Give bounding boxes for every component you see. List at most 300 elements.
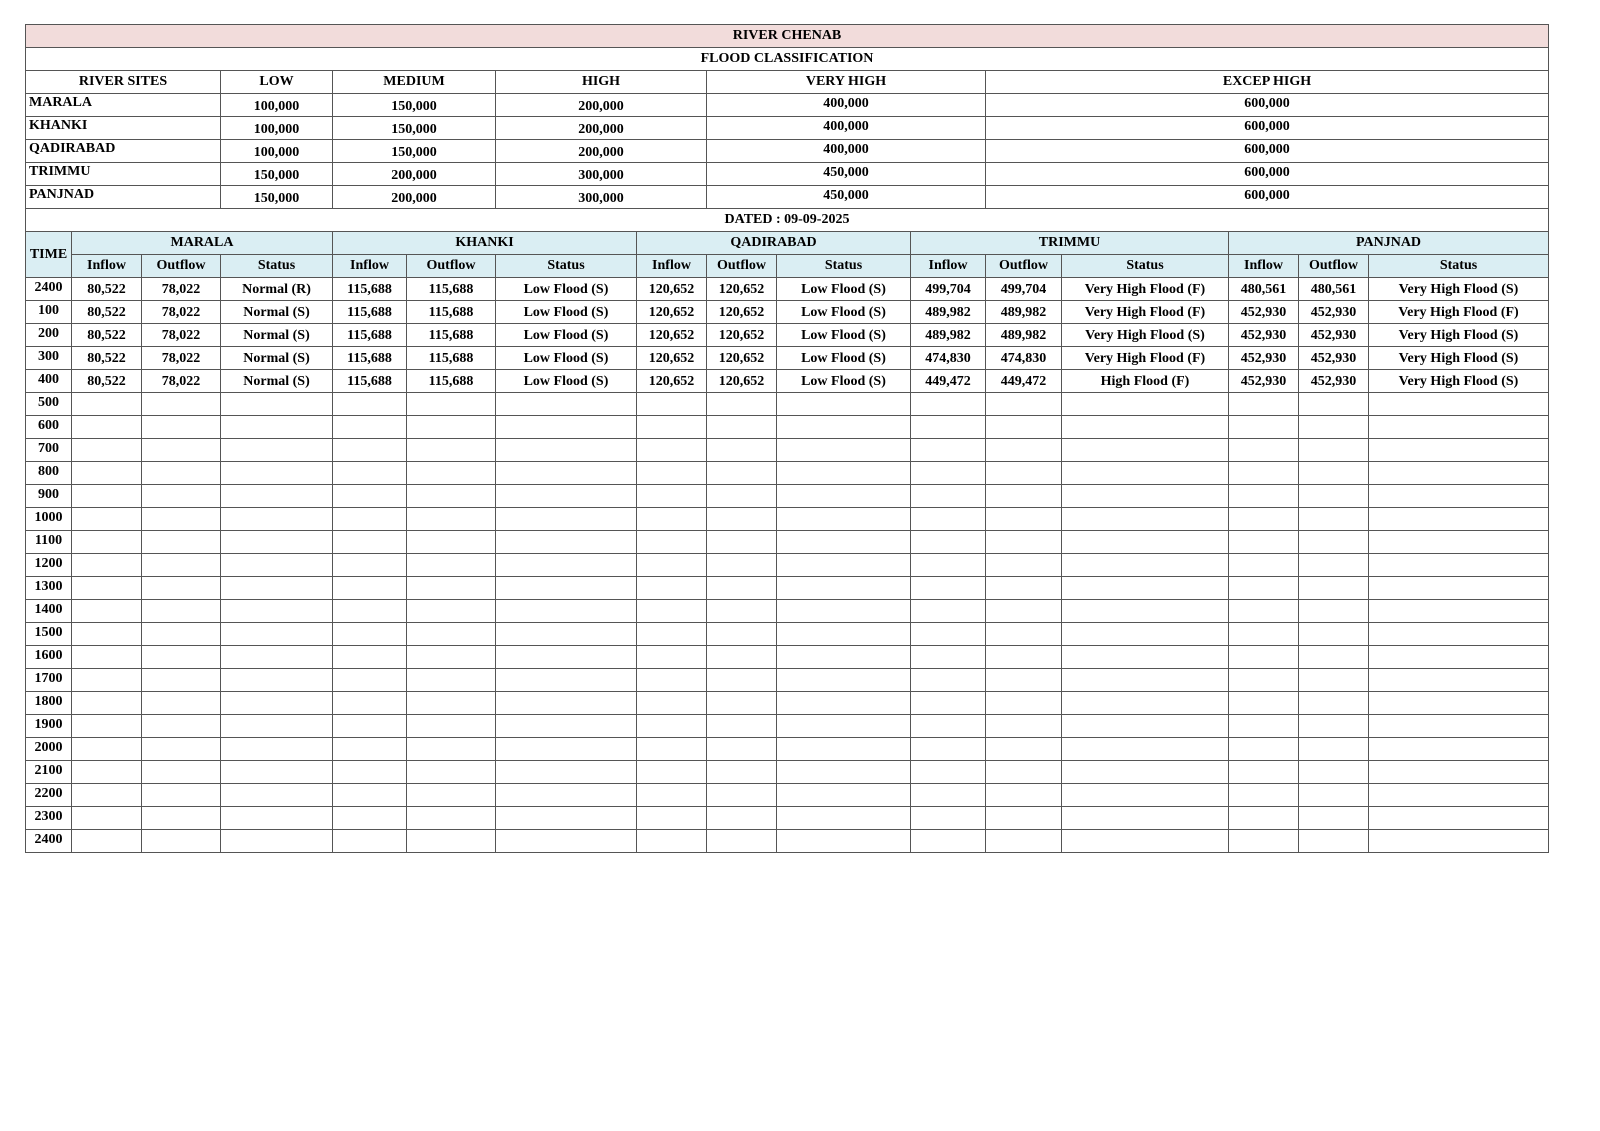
- threshold-value: 600,000: [986, 140, 1549, 163]
- data-cell: [1229, 462, 1299, 485]
- data-cell: [986, 577, 1062, 600]
- data-cell: [333, 416, 407, 439]
- data-cell: [1062, 807, 1229, 830]
- threshold-value: 600,000: [986, 163, 1549, 186]
- data-cell: [986, 669, 1062, 692]
- data-cell: [986, 807, 1062, 830]
- time-cell: 1600: [26, 646, 72, 669]
- data-cell: [911, 669, 986, 692]
- data-cell: Normal (R): [221, 278, 333, 301]
- table-row: [26, 600, 1549, 623]
- data-cell: 474,830: [986, 347, 1062, 370]
- data-cell: Low Flood (S): [496, 278, 637, 301]
- data-cell: [1229, 623, 1299, 646]
- data-cell: [637, 439, 707, 462]
- data-cell: [496, 508, 637, 531]
- data-cell: [777, 462, 911, 485]
- data-cell: [1369, 715, 1549, 738]
- data-cell: [637, 761, 707, 784]
- data-cell: [496, 600, 637, 623]
- data-cell: 115,688: [333, 370, 407, 393]
- data-cell: [333, 393, 407, 416]
- data-cell: [407, 508, 496, 531]
- data-cell: [1369, 738, 1549, 761]
- data-cell: [142, 508, 221, 531]
- data-cell: 115,688: [407, 278, 496, 301]
- data-cell: [221, 646, 333, 669]
- data-cell: 120,652: [707, 347, 777, 370]
- data-cell: 489,982: [911, 324, 986, 347]
- data-cell: [72, 623, 142, 646]
- data-cell: [911, 715, 986, 738]
- data-cell: [1229, 715, 1299, 738]
- data-cell: [221, 623, 333, 646]
- data-cell: [707, 508, 777, 531]
- data-cell: High Flood (F): [1062, 370, 1229, 393]
- threshold-value: 600,000: [986, 117, 1549, 140]
- site-name: PANJNAD: [26, 186, 221, 209]
- data-cell: [407, 738, 496, 761]
- data-cell: [221, 554, 333, 577]
- data-cell: [1369, 439, 1549, 462]
- data-cell: [221, 715, 333, 738]
- data-cell: [333, 623, 407, 646]
- data-cell: [72, 554, 142, 577]
- table-row: [26, 416, 1549, 439]
- data-cell: 449,472: [911, 370, 986, 393]
- data-cell: [221, 508, 333, 531]
- data-cell: [221, 393, 333, 416]
- data-cell: [407, 577, 496, 600]
- time-cell: 2400: [26, 830, 72, 853]
- data-cell: [333, 462, 407, 485]
- data-cell: [72, 738, 142, 761]
- site-header: MARALA: [72, 232, 333, 255]
- data-cell: [496, 554, 637, 577]
- subheader: Inflow: [637, 255, 707, 278]
- data-cell: [333, 784, 407, 807]
- data-cell: 452,930: [1229, 347, 1299, 370]
- data-cell: 115,688: [333, 324, 407, 347]
- data-cell: [333, 646, 407, 669]
- data-cell: [707, 646, 777, 669]
- data-cell: [911, 462, 986, 485]
- data-cell: [72, 692, 142, 715]
- threshold-value: 100,000: [221, 117, 333, 140]
- data-cell: [637, 830, 707, 853]
- data-cell: [1229, 646, 1299, 669]
- data-cell: [1299, 761, 1369, 784]
- time-cell: 1000: [26, 508, 72, 531]
- time-cell: 1400: [26, 600, 72, 623]
- data-cell: [986, 485, 1062, 508]
- data-cell: [407, 646, 496, 669]
- threshold-value: 450,000: [707, 186, 986, 209]
- data-cell: Low Flood (S): [777, 324, 911, 347]
- data-cell: [986, 600, 1062, 623]
- data-cell: [777, 554, 911, 577]
- data-cell: 78,022: [142, 301, 221, 324]
- data-cell: 480,561: [1299, 278, 1369, 301]
- data-cell: 452,930: [1299, 324, 1369, 347]
- data-cell: [707, 761, 777, 784]
- data-cell: 80,522: [72, 301, 142, 324]
- data-cell: [707, 830, 777, 853]
- data-cell: Low Flood (S): [496, 301, 637, 324]
- data-cell: [637, 416, 707, 439]
- data-cell: [333, 761, 407, 784]
- data-cell: [1369, 577, 1549, 600]
- data-cell: [142, 738, 221, 761]
- table-row: [26, 393, 1549, 416]
- flood-sheet: [25, 24, 1549, 853]
- data-cell: [1229, 554, 1299, 577]
- data-cell: [1062, 577, 1229, 600]
- site-name: TRIMMU: [26, 163, 221, 186]
- data-cell: [142, 623, 221, 646]
- subheader: Outflow: [986, 255, 1062, 278]
- time-cell: 1800: [26, 692, 72, 715]
- subheader: Status: [496, 255, 637, 278]
- data-cell: [1299, 416, 1369, 439]
- data-cell: [496, 738, 637, 761]
- data-cell: Low Flood (S): [496, 370, 637, 393]
- data-cell: [777, 531, 911, 554]
- data-cell: [1062, 485, 1229, 508]
- table-row: [26, 830, 1549, 853]
- dated-label: DATED : 09-09-2025: [26, 209, 1549, 232]
- data-cell: [72, 577, 142, 600]
- data-cell: 120,652: [637, 278, 707, 301]
- threshold-value: 400,000: [707, 140, 986, 163]
- data-cell: [1299, 485, 1369, 508]
- data-cell: [1299, 577, 1369, 600]
- data-cell: [911, 830, 986, 853]
- data-cell: 499,704: [911, 278, 986, 301]
- data-cell: [1062, 416, 1229, 439]
- data-cell: [1299, 669, 1369, 692]
- data-cell: [407, 416, 496, 439]
- data-cell: [333, 577, 407, 600]
- data-cell: [707, 715, 777, 738]
- data-cell: Low Flood (S): [777, 301, 911, 324]
- data-cell: [911, 393, 986, 416]
- data-cell: [333, 807, 407, 830]
- time-cell: 1300: [26, 577, 72, 600]
- data-cell: [1229, 439, 1299, 462]
- threshold-value: 400,000: [707, 117, 986, 140]
- data-cell: 120,652: [637, 301, 707, 324]
- data-cell: [72, 715, 142, 738]
- data-cell: 452,930: [1229, 301, 1299, 324]
- data-cell: [72, 485, 142, 508]
- data-cell: [1299, 600, 1369, 623]
- data-cell: [72, 646, 142, 669]
- data-cell: [496, 462, 637, 485]
- data-cell: 474,830: [911, 347, 986, 370]
- data-cell: [1299, 646, 1369, 669]
- data-cell: Normal (S): [221, 370, 333, 393]
- data-cell: Normal (S): [221, 347, 333, 370]
- data-cell: [777, 761, 911, 784]
- data-cell: [221, 669, 333, 692]
- time-cell: 600: [26, 416, 72, 439]
- data-cell: [1062, 669, 1229, 692]
- data-cell: 80,522: [72, 370, 142, 393]
- subheader: Status: [777, 255, 911, 278]
- data-cell: [407, 623, 496, 646]
- data-cell: [72, 807, 142, 830]
- time-cell: 1900: [26, 715, 72, 738]
- data-cell: [72, 462, 142, 485]
- threshold-value: 150,000: [333, 140, 496, 163]
- data-cell: [496, 577, 637, 600]
- subheader: Outflow: [707, 255, 777, 278]
- table-row: [26, 554, 1549, 577]
- subheader: Inflow: [911, 255, 986, 278]
- data-cell: Low Flood (S): [777, 370, 911, 393]
- data-cell: [986, 738, 1062, 761]
- table-row: [26, 485, 1549, 508]
- data-cell: [496, 646, 637, 669]
- data-cell: [1299, 439, 1369, 462]
- data-cell: [986, 623, 1062, 646]
- data-cell: 120,652: [637, 370, 707, 393]
- data-cell: [911, 439, 986, 462]
- data-cell: [1062, 554, 1229, 577]
- data-cell: [221, 485, 333, 508]
- data-cell: [637, 807, 707, 830]
- column-header: VERY HIGH: [707, 71, 986, 94]
- data-cell: Very High Flood (S): [1062, 324, 1229, 347]
- data-cell: [72, 600, 142, 623]
- threshold-value: 200,000: [333, 186, 496, 209]
- data-cell: [221, 439, 333, 462]
- subheader: Outflow: [1299, 255, 1369, 278]
- data-cell: [1369, 600, 1549, 623]
- data-cell: [142, 531, 221, 554]
- data-cell: [496, 669, 637, 692]
- data-cell: [637, 508, 707, 531]
- data-cell: [1299, 692, 1369, 715]
- data-cell: [142, 416, 221, 439]
- data-cell: [777, 393, 911, 416]
- data-cell: [637, 577, 707, 600]
- classification-row: [26, 140, 1549, 163]
- data-cell: [333, 508, 407, 531]
- data-cell: [496, 485, 637, 508]
- data-cell: [1062, 600, 1229, 623]
- data-cell: [1369, 761, 1549, 784]
- threshold-value: 150,000: [333, 94, 496, 117]
- data-cell: [407, 830, 496, 853]
- time-cell: 2400: [26, 278, 72, 301]
- time-cell: 100: [26, 301, 72, 324]
- classification-row: [26, 117, 1549, 140]
- data-cell: [1369, 416, 1549, 439]
- table-row: [26, 715, 1549, 738]
- data-cell: 115,688: [333, 301, 407, 324]
- data-cell: [707, 807, 777, 830]
- data-cell: [142, 577, 221, 600]
- data-cell: Very High Flood (F): [1369, 301, 1549, 324]
- subheader: Inflow: [333, 255, 407, 278]
- threshold-value: 200,000: [333, 163, 496, 186]
- data-cell: [777, 508, 911, 531]
- data-cell: [637, 393, 707, 416]
- data-cell: 115,688: [407, 347, 496, 370]
- data-cell: [1062, 393, 1229, 416]
- column-header: RIVER SITES: [26, 71, 221, 94]
- table-row: [26, 669, 1549, 692]
- data-cell: [142, 462, 221, 485]
- data-cell: [407, 784, 496, 807]
- data-cell: [72, 508, 142, 531]
- data-cell: [1229, 577, 1299, 600]
- data-cell: [707, 416, 777, 439]
- data-cell: [407, 600, 496, 623]
- data-cell: [777, 577, 911, 600]
- data-cell: [72, 393, 142, 416]
- data-cell: Very High Flood (S): [1369, 324, 1549, 347]
- table-row: [26, 807, 1549, 830]
- data-cell: [777, 715, 911, 738]
- classification-row: [26, 163, 1549, 186]
- classification-heading: FLOOD CLASSIFICATION: [26, 48, 1549, 71]
- data-cell: [707, 393, 777, 416]
- data-cell: 78,022: [142, 324, 221, 347]
- threshold-value: 200,000: [496, 140, 707, 163]
- data-cell: [221, 761, 333, 784]
- data-cell: [1062, 738, 1229, 761]
- time-cell: 1100: [26, 531, 72, 554]
- data-cell: 78,022: [142, 370, 221, 393]
- data-cell: [221, 416, 333, 439]
- data-cell: [911, 600, 986, 623]
- data-cell: [333, 531, 407, 554]
- data-cell: [707, 738, 777, 761]
- site-name: KHANKI: [26, 117, 221, 140]
- time-cell: 2000: [26, 738, 72, 761]
- data-cell: [637, 623, 707, 646]
- time-cell: 1200: [26, 554, 72, 577]
- data-cell: [637, 531, 707, 554]
- data-cell: 120,652: [637, 324, 707, 347]
- data-cell: [637, 554, 707, 577]
- data-cell: [986, 646, 1062, 669]
- data-cell: [1299, 715, 1369, 738]
- data-cell: [986, 531, 1062, 554]
- data-cell: [637, 784, 707, 807]
- data-cell: [986, 692, 1062, 715]
- data-cell: [911, 623, 986, 646]
- data-cell: [142, 485, 221, 508]
- data-cell: [142, 807, 221, 830]
- data-cell: 480,561: [1229, 278, 1299, 301]
- data-cell: [142, 393, 221, 416]
- data-cell: [142, 761, 221, 784]
- data-cell: [707, 600, 777, 623]
- data-cell: [333, 554, 407, 577]
- time-cell: 900: [26, 485, 72, 508]
- data-cell: [1369, 508, 1549, 531]
- data-cell: [72, 531, 142, 554]
- table-row: [26, 623, 1549, 646]
- data-cell: [911, 761, 986, 784]
- subheader-row: [26, 255, 1549, 278]
- data-cell: [707, 577, 777, 600]
- data-cell: [142, 439, 221, 462]
- data-cell: 78,022: [142, 347, 221, 370]
- data-cell: [221, 738, 333, 761]
- threshold-value: 450,000: [707, 163, 986, 186]
- data-cell: [986, 715, 1062, 738]
- time-cell: 400: [26, 370, 72, 393]
- data-cell: [1062, 761, 1229, 784]
- data-cell: [221, 784, 333, 807]
- data-cell: [496, 761, 637, 784]
- data-cell: [1062, 531, 1229, 554]
- data-cell: [496, 692, 637, 715]
- time-cell: 200: [26, 324, 72, 347]
- data-cell: [142, 554, 221, 577]
- data-cell: [777, 623, 911, 646]
- data-cell: 115,688: [333, 347, 407, 370]
- data-cell: [986, 761, 1062, 784]
- data-cell: [1299, 623, 1369, 646]
- threshold-value: 150,000: [221, 163, 333, 186]
- data-cell: [1229, 416, 1299, 439]
- threshold-value: 150,000: [221, 186, 333, 209]
- data-cell: [777, 784, 911, 807]
- data-cell: [142, 830, 221, 853]
- site-header: KHANKI: [333, 232, 637, 255]
- data-cell: 115,688: [407, 301, 496, 324]
- data-cell: [1299, 830, 1369, 853]
- data-cell: [1062, 462, 1229, 485]
- data-cell: [1229, 738, 1299, 761]
- data-cell: [986, 508, 1062, 531]
- data-cell: [1229, 761, 1299, 784]
- data-cell: [407, 807, 496, 830]
- subheader: Inflow: [1229, 255, 1299, 278]
- time-cell: 2200: [26, 784, 72, 807]
- subheader: Outflow: [142, 255, 221, 278]
- data-cell: [1369, 623, 1549, 646]
- data-cell: [707, 669, 777, 692]
- data-cell: [777, 600, 911, 623]
- data-cell: [707, 784, 777, 807]
- data-cell: [221, 600, 333, 623]
- data-cell: [707, 439, 777, 462]
- data-cell: [407, 761, 496, 784]
- data-cell: [1062, 623, 1229, 646]
- data-cell: 115,688: [407, 370, 496, 393]
- data-cell: [142, 784, 221, 807]
- data-cell: [1229, 485, 1299, 508]
- data-cell: [221, 692, 333, 715]
- site-name: QADIRABAD: [26, 140, 221, 163]
- data-cell: [637, 692, 707, 715]
- data-cell: Very High Flood (S): [1369, 278, 1549, 301]
- site-header: TRIMMU: [911, 232, 1229, 255]
- data-cell: [1299, 807, 1369, 830]
- data-cell: [911, 531, 986, 554]
- data-cell: [496, 623, 637, 646]
- data-cell: [911, 577, 986, 600]
- data-cell: 120,652: [637, 347, 707, 370]
- data-cell: Very High Flood (S): [1369, 370, 1549, 393]
